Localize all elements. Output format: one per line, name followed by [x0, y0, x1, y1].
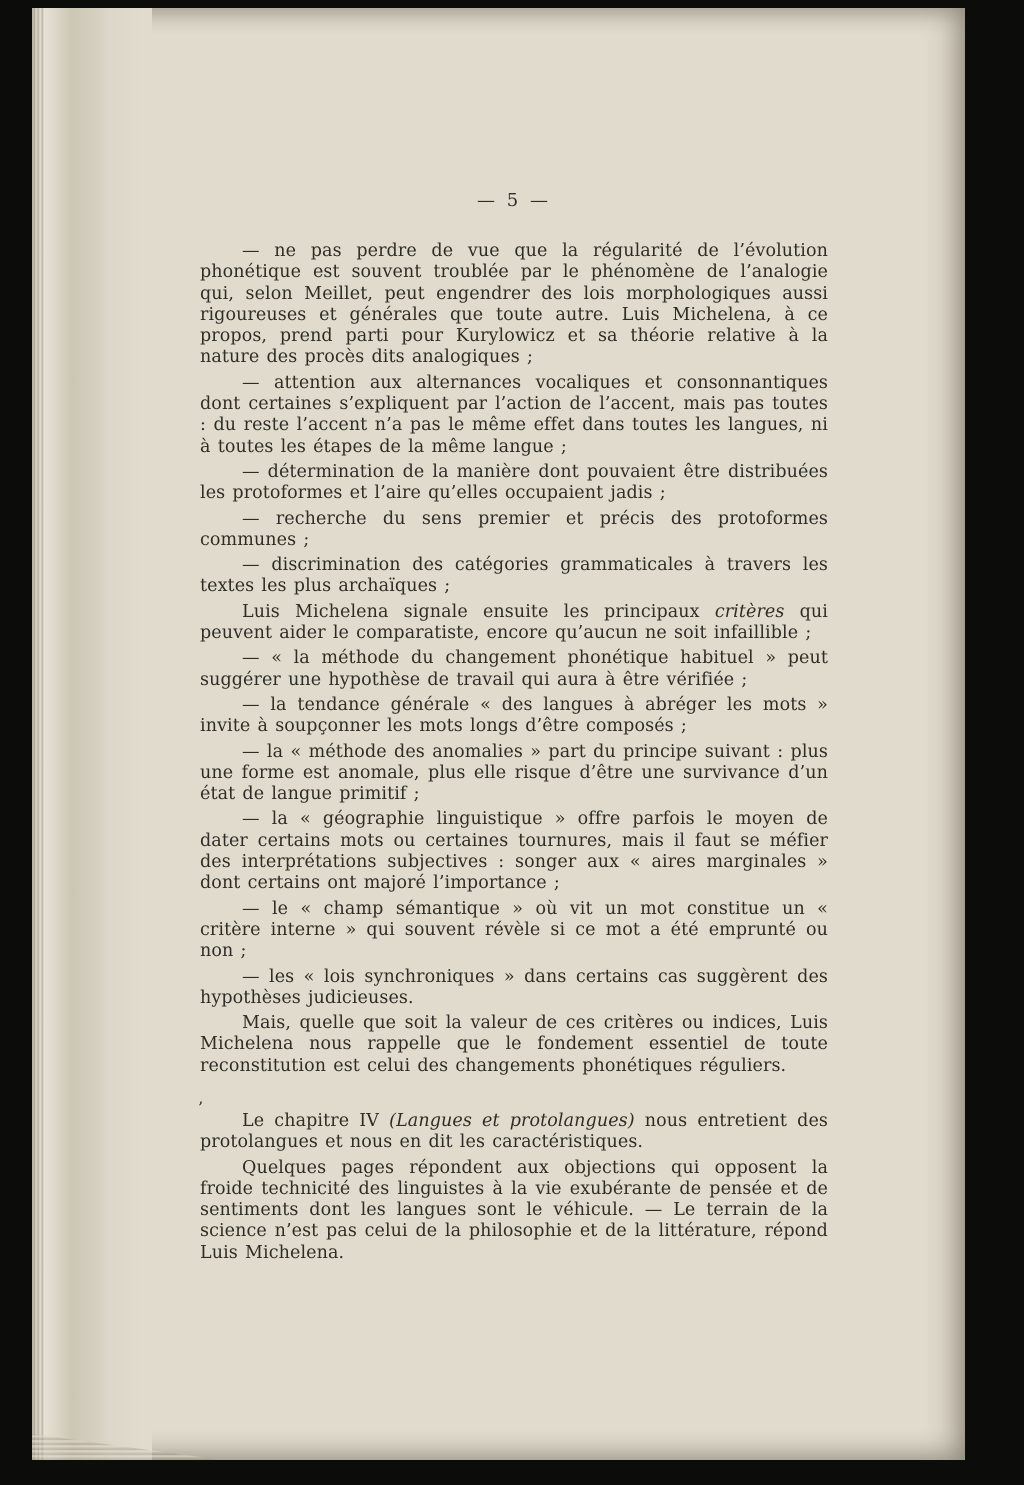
text-block	[200, 190, 828, 1268]
text-segment: — la tendance générale « des langues à abréger les mots » invite à soupçonner les mots longs d’être composés ;	[200, 694, 828, 737]
text-segment: — la « géographie linguistique » offre parfois le moyen de dater certains mots ou certaines tournures, mais il faut se méfier des interprétations subjectives : songer aux « aires marginales » dont certains ont majoré l’importance ;	[200, 809, 828, 894]
text-segment: Luis Michelena signale ensuite les principaux	[242, 601, 715, 622]
paragraph	[200, 899, 828, 963]
text-segment: qui peuvent aider le comparatiste, encore qu’aucun ne soit infaillible ;	[200, 601, 828, 644]
book-binding-edge	[32, 8, 152, 1460]
paragraph	[200, 809, 828, 894]
text-segment: — discrimination des catégories grammaticales à travers les textes les plus archaïques ;	[200, 555, 828, 597]
text-segment: — attention aux alternances vocaliques et consonnantiques dont certaines s’expliquent par l’action de l’accent, mais pas toutes : du reste l’accent n’a pas le même effet dans toutes les langues, ni à toutes les étapes de la même langue ;	[200, 372, 828, 457]
italic-text-segment: (Langues et protolangues)	[389, 1110, 635, 1131]
paragraph	[200, 1111, 828, 1154]
text-segment: nous entretient des protolangues et nous en dit les caractéristiques.	[200, 1110, 828, 1153]
paragraph	[200, 1013, 828, 1077]
text-segment: — détermination de la manière dont pouvaient être distribuées les protoformes et l’aire qu’elles occupaient jadis ;	[200, 461, 828, 504]
book-page	[32, 8, 965, 1460]
text-segment: — les « lois synchroniques » dans certains cas suggèrent des hypothèses judicieuses.	[200, 966, 828, 1008]
paragraph	[200, 555, 828, 598]
paragraph	[200, 241, 828, 369]
paragraph	[200, 742, 828, 806]
text-segment: Quelques pages répondent aux objections qui opposent la froide technicité des linguistes à la vie exubérante de pensée et de sentiments dont les langues sont le véhicule. — Le terrain de la science n’est pas celui de la philosophie et de la littérature, répond Luis Michelena.	[200, 1157, 828, 1263]
paragraph	[200, 695, 828, 738]
text-segment: — ne pas perdre de vue que la régularité de l’évolution phonétique est souvent troublée par le phénomène de l’analogie qui, selon Meillet, peut engendrer des lois morphologiques aussi rigoureuses et générales que toute autre. Luis Michelena, à ce propos, prend parti pour Kurylowicz et sa théorie relative à la nature des procès dits analogiques ;	[200, 241, 828, 368]
italic-text-segment: critères	[714, 601, 785, 622]
paragraph	[200, 462, 828, 505]
paragraphs-container	[200, 241, 828, 1264]
text-segment: — le « champ sémantique » où vit un mot constitue un « critère interne » qui souvent révèle si ce mot a été emprunté ou non ;	[200, 898, 828, 962]
text-segment: Mais, quelle que soit la valeur de ces critères ou indices, Luis Michelena nous rappelle que le fondement essentiel de toute reconstitution est celui des changements phonétiques réguliers.	[200, 1013, 828, 1076]
text-segment: — « la méthode du changement phonétique habituel » peut suggérer une hypothèse de travail qui aura à être vérifiée ;	[200, 648, 828, 690]
stray-apostrophe-mark: ’	[198, 1098, 204, 1117]
paragraph	[200, 967, 828, 1010]
paragraph	[200, 373, 828, 458]
paragraph	[200, 602, 828, 645]
paragraph	[200, 509, 828, 552]
text-segment: — la « méthode des anomalies » part du principe suivant : plus une forme est anomale, plus elle risque d’être une survivance d’un état de langue primitif ;	[200, 741, 828, 805]
text-segment: Le chapitre IV	[242, 1110, 390, 1131]
text-segment: — recherche du sens premier et précis des protoformes communes ;	[200, 508, 828, 550]
paragraph	[200, 1158, 828, 1264]
paragraph	[200, 648, 828, 691]
page-number: — 5 —	[477, 190, 551, 211]
